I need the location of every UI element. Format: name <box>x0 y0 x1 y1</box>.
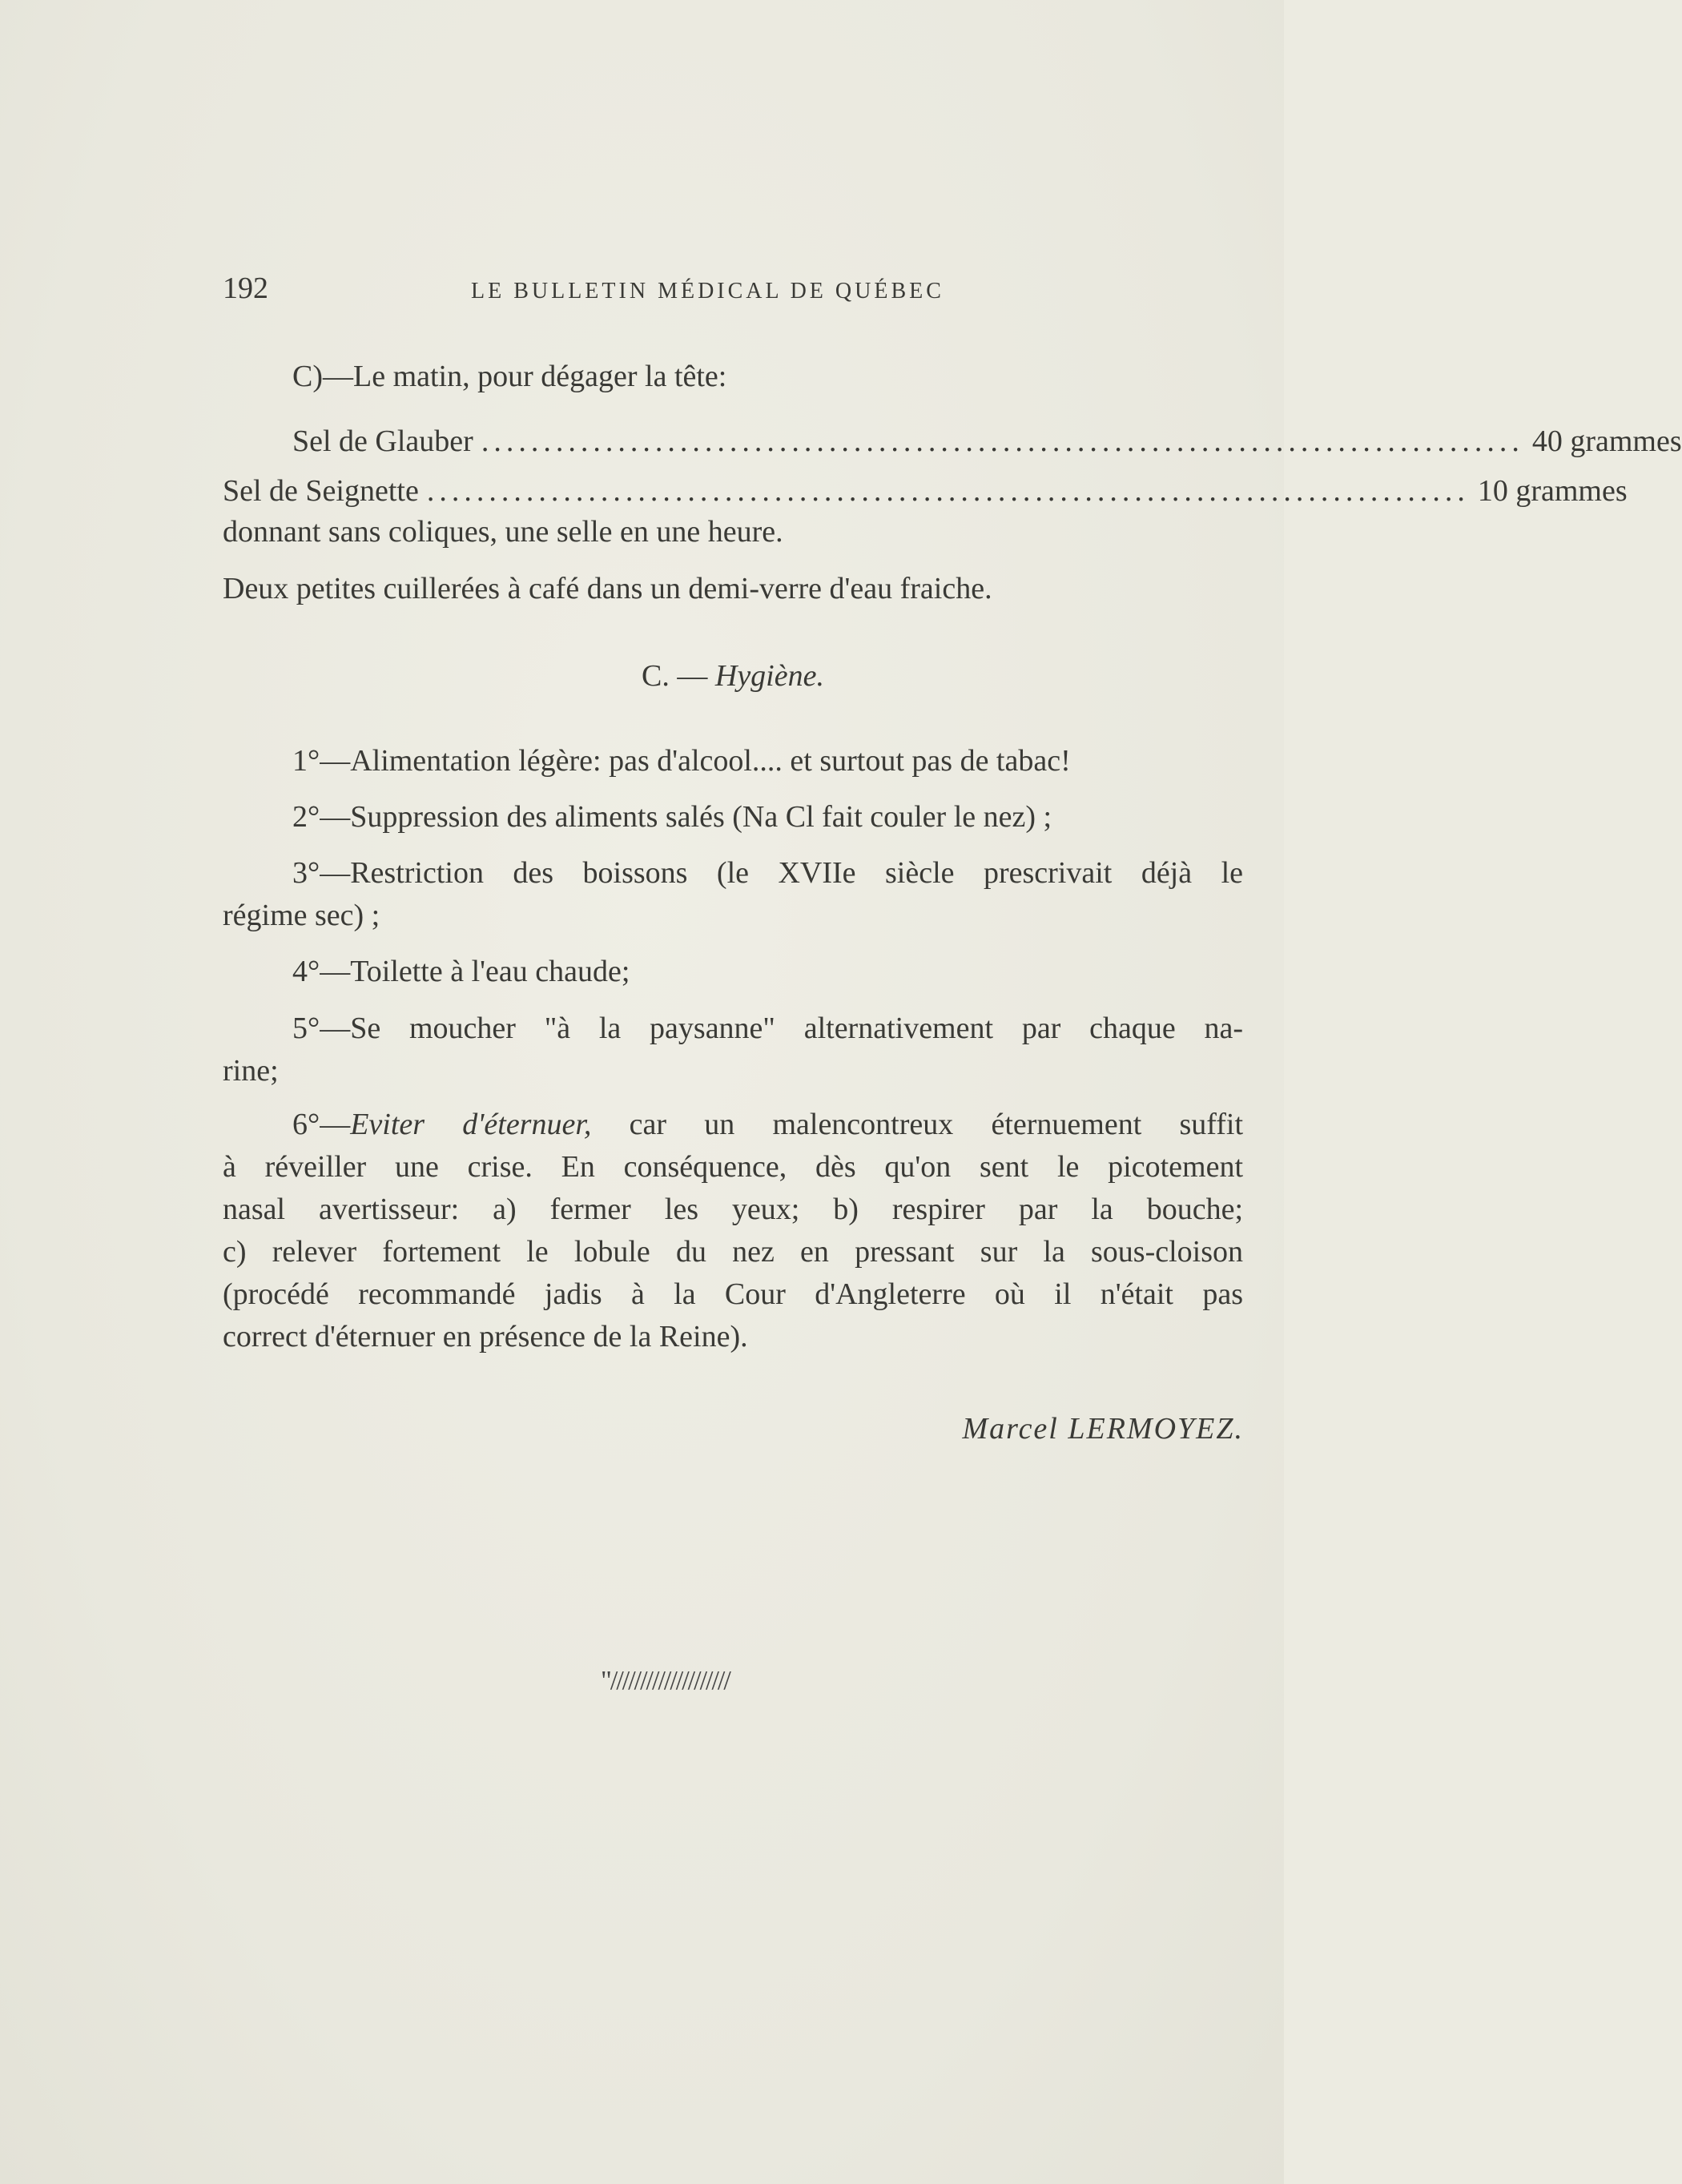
rule-4: 4°—Toilette à l'eau chaude; <box>292 955 630 988</box>
recipe-item-quantity: 10 grammes <box>1477 474 1628 508</box>
section-heading-title: Hygiène. <box>714 659 824 693</box>
recipe-item-seignette <box>223 472 1628 510</box>
rule-6-emphasis: Eviter d'éternuer, <box>350 1108 592 1141</box>
recipe-item-name: Sel de Glauber <box>292 424 473 458</box>
recipe-item-glauber <box>292 422 1682 461</box>
rule-6-line-4: c) relever fortement le lobule du nez en pressant sur la sous-cloison <box>223 1235 1243 1269</box>
rule-3-line-1: 3°—Restriction des boissons (le XVIIe siècle prescrivait déjà le <box>292 856 1243 890</box>
rule-5-line-2: rine; <box>223 1054 279 1088</box>
recipe-item-quantity: 40 grammes <box>1531 424 1682 458</box>
section-heading-prefix: C. — <box>642 659 708 693</box>
leader-dots: .................................................................................... <box>481 424 1524 458</box>
page-number: 192 <box>223 271 268 305</box>
recipe-effect: donnant sans coliques, une selle en une heure. <box>223 515 783 549</box>
rule-6-line-2: à réveiller une crise. En conséquence, dès qu'on sent le picotement <box>223 1150 1243 1184</box>
running-title: LE BULLETIN MÉDICAL DE QUÉBEC <box>471 279 944 304</box>
page-header <box>223 271 1243 311</box>
section-heading <box>223 657 1243 695</box>
rule-6-line-3: nasal avertisseur: a) fermer les yeux; b) respirer par la bouche; <box>223 1193 1243 1226</box>
author-signature: Marcel LERMOYEZ. <box>962 1412 1244 1446</box>
recipe-item-name: Sel de Seignette <box>223 474 419 508</box>
recipe-intro: C)—Le matin, pour dégager la tête: <box>292 360 727 393</box>
rule-6-number: 6°— <box>292 1108 351 1141</box>
rule-6-line-6: correct d'éternuer en présence de la Reine). <box>223 1320 748 1353</box>
leader-dots: .................................................................................... <box>426 474 1470 508</box>
recipe-dosage: Deux petites cuillerées à café dans un demi-verre d'eau fraiche. <box>223 572 992 605</box>
rule-1: 1°—Alimentation légère: pas d'alcool.... et surtout pas de tabac! <box>292 744 1071 778</box>
rule-3-line-2: régime sec) ; <box>223 899 380 932</box>
end-ornament: "//////////////////// <box>601 1666 730 1695</box>
rule-6-line-5: (procédé recommandé jadis à la Cour d'Angleterre où il n'était pas <box>223 1277 1243 1311</box>
rule-5-line-1: 5°—Se moucher "à la paysanne" alternativement par chaque na- <box>292 1012 1243 1045</box>
rule-6-text: car un malencontreux éternuement suffit <box>591 1108 1243 1141</box>
rule-6-line-1 <box>292 1105 1243 1144</box>
rule-2: 2°—Suppression des aliments salés (Na Cl fait couler le nez) ; <box>292 800 1052 834</box>
